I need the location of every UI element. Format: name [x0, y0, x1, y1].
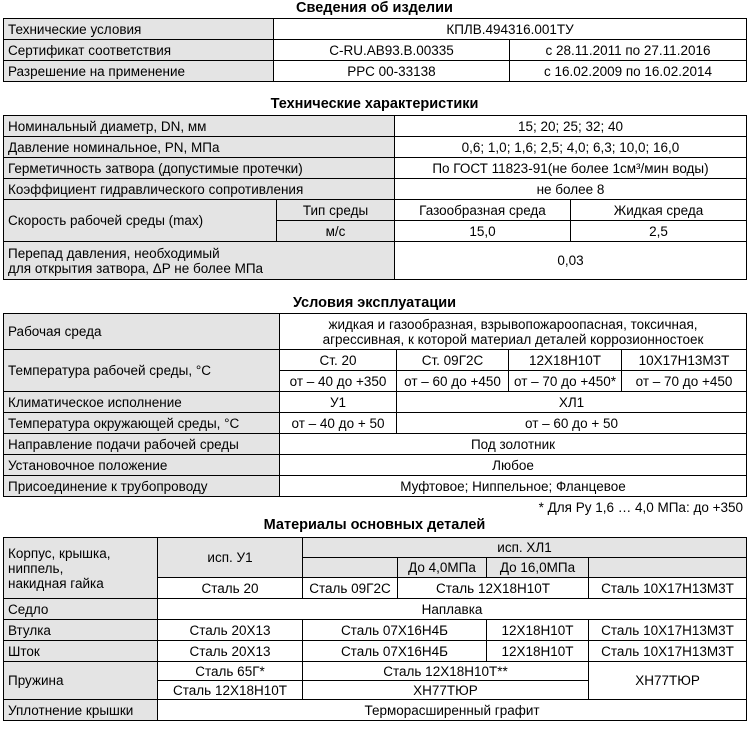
pn-label: Давление номинальное, PN, МПа [4, 137, 395, 158]
table-row [4, 200, 747, 221]
cert-label: Сертификат соответствия [4, 40, 274, 61]
body-hl1-a: Сталь 09Г2С [303, 578, 398, 599]
table-row [4, 392, 747, 413]
spring-label: Пружина [4, 662, 158, 700]
climate-hl1: ХЛ1 [397, 392, 747, 413]
ambient-hl1: от – 60 до + 50 [397, 413, 747, 434]
gas-label: Газообразная среда [395, 200, 571, 221]
direction-value: Под золотник [280, 434, 747, 455]
isp-u1-header: исп. У1 [158, 538, 303, 578]
temp-label: Температура рабочей среды, °С [4, 350, 280, 392]
table-row [4, 158, 747, 179]
steel-name: Ст. 20 [280, 350, 397, 371]
blank-cell [589, 558, 747, 578]
medium-type-label: Тип среды [277, 200, 395, 221]
table-row [4, 61, 747, 82]
seat-label: Седло [4, 599, 158, 620]
resistance-label: Коэффициент гидравлического сопротивления [4, 179, 395, 200]
pn-value: 0,6; 1,0; 1,6; 2,5; 4,0; 6,3; 10,0; 16,0 [395, 137, 747, 158]
body-u1: Сталь 20 [158, 578, 303, 599]
medium-value-line-1: жидкая и газообразная, взрывопожароопасная, токсичная, [328, 316, 698, 332]
medium-value-line-2: агрессивная, к которой материал деталей коррозионностоек [322, 331, 704, 347]
table-row [4, 538, 747, 558]
bushing-value: 12Х18Н10Т [487, 620, 589, 641]
materials-table [3, 537, 747, 721]
spring-a: Сталь 65Г* [158, 662, 303, 681]
pressure-drop-value: 0,03 [395, 242, 747, 280]
footnote: * Для Ру 1,6 … 4,0 МПа: до +350 [538, 500, 743, 515]
table-row [4, 314, 747, 350]
body-label [4, 538, 158, 599]
body-label-line-1: Корпус, крышка, [8, 545, 111, 561]
stem-value: Сталь 07Х16Н4Б [303, 641, 487, 662]
table-row [4, 662, 747, 681]
medium-label: Рабочая среда [4, 314, 280, 350]
blank-cell [303, 558, 398, 578]
seal-label: Уплотнение крышки [4, 700, 158, 721]
table-row [4, 434, 747, 455]
seat-value: Наплавка [158, 599, 747, 620]
pressure-drop-label [4, 242, 395, 280]
table-row [4, 242, 747, 280]
table-row [4, 40, 747, 61]
body-hl1-c: Сталь 10Х17Н13М3Т [589, 578, 747, 599]
permit-label: Разрешение на применение [4, 61, 274, 82]
table-row [4, 476, 747, 497]
ambient-u1: от – 40 до + 50 [280, 413, 397, 434]
climate-label: Климатическое исполнение [4, 392, 280, 413]
product-info-table [3, 18, 747, 82]
specs-value: КПЛВ.494316.001ТУ [274, 19, 747, 40]
section-title-tech-specs: Технические характеристики [270, 96, 479, 112]
table-row [4, 599, 747, 620]
isp-hl1-header: исп. ХЛ1 [303, 538, 747, 558]
body-label-line-2: ниппель, [8, 560, 64, 576]
spring-b: Сталь 12Х18Н10Т** [303, 662, 589, 681]
steel-name: 10Х17Н13М3Т [622, 350, 747, 371]
gas-speed: 15,0 [395, 221, 571, 242]
seal-value: Терморасширенный графит [158, 700, 747, 721]
temp-range: от – 70 до +450* [509, 371, 622, 392]
resistance-value: не более 8 [395, 179, 747, 200]
bushing-label: Втулка [4, 620, 158, 641]
table-row [4, 413, 747, 434]
body-hl1-b: Сталь 12Х18Н10Т [398, 578, 589, 599]
section-title-materials: Материалы основных деталей [263, 517, 486, 533]
stem-label: Шток [4, 641, 158, 662]
spring-c: ХН77ТЮР [589, 662, 747, 700]
temp-range: от – 70 до +450 [622, 371, 747, 392]
connection-value: Муфтовое; Ниппельное; Фланцевое [280, 476, 747, 497]
up-to-16-header: До 16,0МПа [487, 558, 589, 578]
climate-u1: У1 [280, 392, 397, 413]
table-row [4, 179, 747, 200]
operating-table [3, 313, 747, 497]
permit-value: РРС 00-33138 [274, 61, 510, 82]
bushing-value: Сталь 20Х13 [158, 620, 303, 641]
pressure-drop-label-line-1: Перепад давления, необходимый [8, 245, 220, 261]
speed-label: Скорость рабочей среды (max) [4, 200, 277, 242]
temp-range: от – 60 до +450 [397, 371, 509, 392]
permit-period: с 16.02.2009 по 16.02.2014 [510, 61, 747, 82]
tech-specs-table [3, 115, 747, 280]
dn-value: 15; 20; 25; 32; 40 [395, 116, 747, 137]
stem-value: Сталь 10Х17Н13М3Т [589, 641, 747, 662]
table-row [4, 19, 747, 40]
section-title-operating: Условия эксплуатации [292, 295, 457, 311]
steel-name: 12Х18Н10Т [509, 350, 622, 371]
table-row [4, 620, 747, 641]
body-label-line-3: накидная гайка [8, 575, 104, 591]
medium-value [280, 314, 747, 350]
cert-period: с 28.11.2011 по 27.11.2016 [510, 40, 747, 61]
unit-label: м/с [277, 221, 395, 242]
table-row [4, 700, 747, 721]
section-title-product-info: Сведения об изделии [296, 0, 453, 16]
table-row [4, 641, 747, 662]
spring-d: Сталь 12Х18Н10Т [158, 681, 303, 700]
stem-value: 12Х18Н10Т [487, 641, 589, 662]
table-row [4, 137, 747, 158]
up-to-4-header: До 4,0МПа [398, 558, 487, 578]
pressure-drop-label-line-2: для открытия затвора, ΔP не более МПа [8, 260, 264, 276]
stem-value: Сталь 20Х13 [158, 641, 303, 662]
liquid-label: Жидкая среда [571, 200, 747, 221]
table-row [4, 455, 747, 476]
position-label: Установочное положение [4, 455, 280, 476]
tightness-label: Герметичность затвора (допустимые протечки) [4, 158, 395, 179]
bushing-value: Сталь 10Х17Н13М3Т [589, 620, 747, 641]
dn-label: Номинальный диаметр, DN, мм [4, 116, 395, 137]
connection-label: Присоединение к трубопроводу [4, 476, 280, 497]
cert-value: C-RU.АВ93.В.00335 [274, 40, 510, 61]
table-row [4, 116, 747, 137]
position-value: Любое [280, 455, 747, 476]
spring-e: ХН77ТЮР [303, 681, 589, 700]
steel-name: Ст. 09Г2С [397, 350, 509, 371]
bushing-value: Сталь 07Х16Н4Б [303, 620, 487, 641]
liquid-speed: 2,5 [571, 221, 747, 242]
tightness-value: По ГОСТ 11823-91(не более 1см³/мин воды) [395, 158, 747, 179]
table-row [4, 350, 747, 371]
direction-label: Направление подачи рабочей среды [4, 434, 280, 455]
temp-range: от – 40 до +350 [280, 371, 397, 392]
ambient-label: Температура окружающей среды, °С [4, 413, 280, 434]
specs-label: Технические условия [4, 19, 274, 40]
